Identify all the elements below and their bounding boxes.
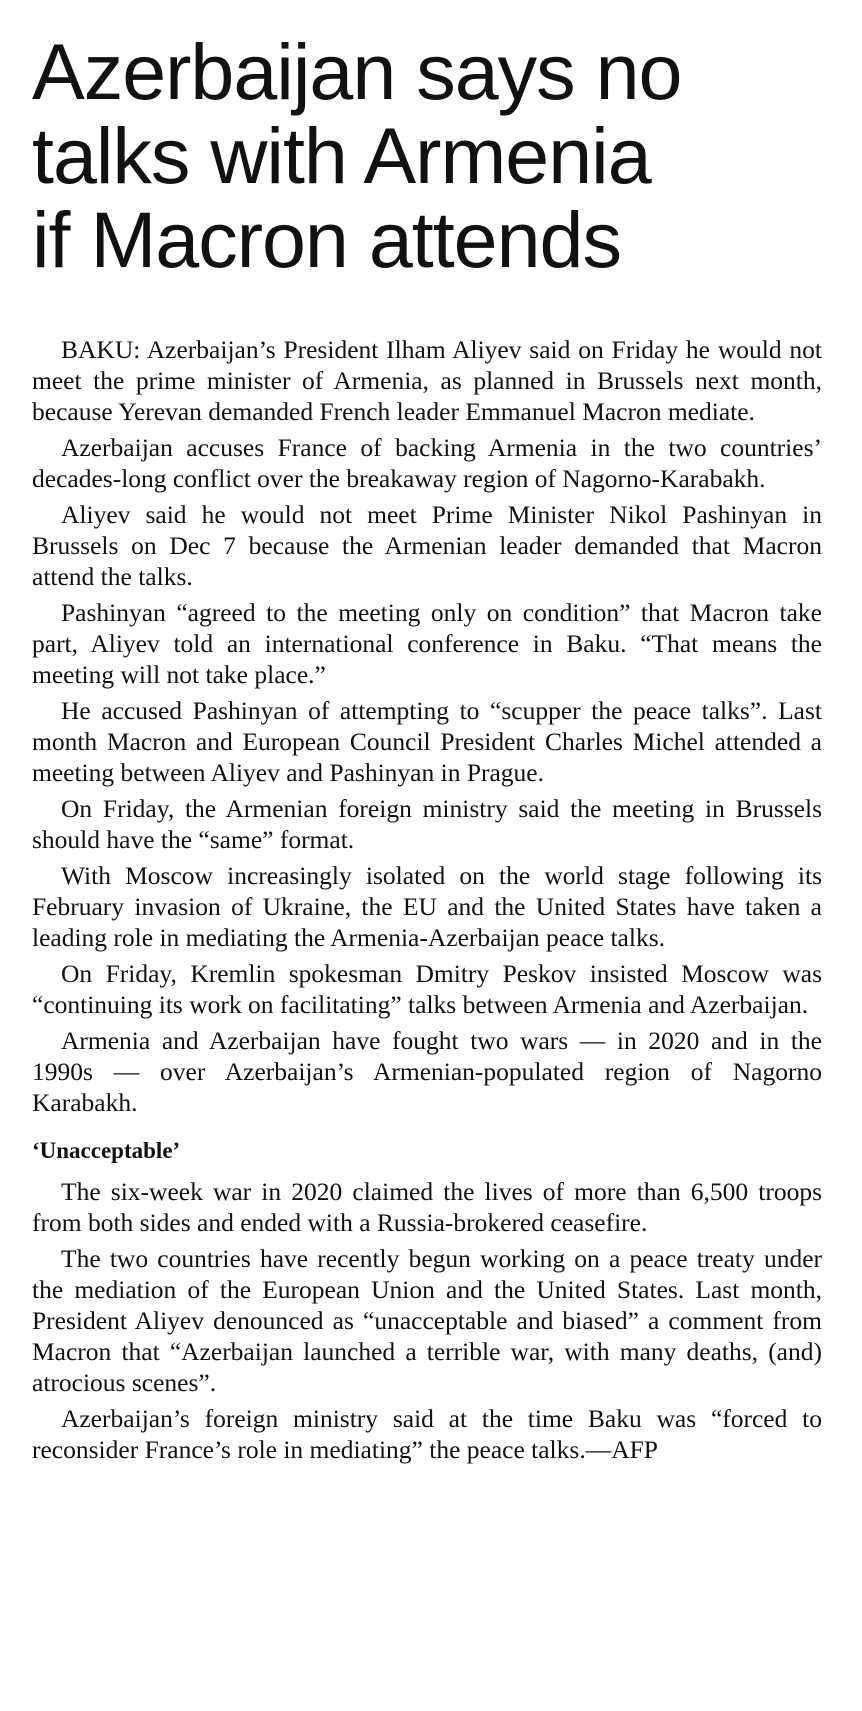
body-paragraph: The two countries have recently begun working on a peace treaty under the mediation of the European Union and the United States. Last month, President Aliyev denounced as “unacceptable and biased” a comment from Macron that “Azerbaijan launched a terrible war, with many deaths, (and) atrocious scenes”.	[32, 1244, 822, 1397]
body-paragraph: Azerbaijan’s foreign ministry said at the time Baku was “forced to reconsider France’s role in mediating” the peace talks.—AFP	[32, 1404, 822, 1464]
body-paragraph: On Friday, the Armenian foreign ministry said the meeting in Brussels should have the “same” format.	[32, 794, 822, 854]
section-subhead: ‘Unacceptable’	[32, 1138, 181, 1163]
headline	[32, 27, 822, 284]
body-paragraph: Armenia and Azerbaijan have fought two wars — in 2020 and in the 1990s — over Azerbaijan’s Armenian-populated region of Nagorno Karabakh.	[32, 1026, 822, 1117]
body-paragraph: With Moscow increasingly isolated on the world stage following its February invasion of Ukraine, the EU and the United States have taken a leading role in mediating the Armenia-Azerbaijan peace talks.	[32, 861, 822, 952]
body-paragraph: He accused Pashinyan of attempting to “scupper the peace talks”. Last month Macron and European Council President Charles Michel attended a meeting between Aliyev and Pashinyan in Prague.	[32, 696, 822, 787]
headline-line: talks with Armenia	[32, 111, 651, 200]
headline-line: if Macron attends	[32, 195, 621, 284]
article-body	[32, 334, 822, 1465]
body-paragraph: Pashinyan “agreed to the meeting only on condition” that Macron take part, Aliyev told an international conference in Baku. “That means the meeting will not take place.”	[32, 598, 822, 689]
body-paragraph: Aliyev said he would not meet Prime Minister Nikol Pashinyan in Brussels on Dec 7 because the Armenian leader demanded that Macron attend the talks.	[32, 500, 822, 591]
body-paragraph: The six-week war in 2020 claimed the lives of more than 6,500 troops from both sides and ended with a Russia-brokered ceasefire.	[32, 1177, 822, 1237]
body-paragraph: On Friday, Kremlin spokesman Dmitry Peskov insisted Moscow was “continuing its work on facilitating” talks between Armenia and Azerbaijan.	[32, 959, 822, 1019]
body-paragraph: Azerbaijan accuses France of backing Armenia in the two countries’ decades-long conflict over the breakaway region of Nagorno-Karabakh.	[32, 433, 822, 493]
body-paragraph: BAKU: Azerbaijan’s President Ilham Aliyev said on Friday he would not meet the prime minister of Armenia, as planned in Brussels next month, because Yerevan demanded French leader Emmanuel Macron mediate.	[32, 335, 822, 426]
news-article	[32, 27, 822, 1470]
headline-line: Azerbaijan says no	[32, 27, 682, 116]
